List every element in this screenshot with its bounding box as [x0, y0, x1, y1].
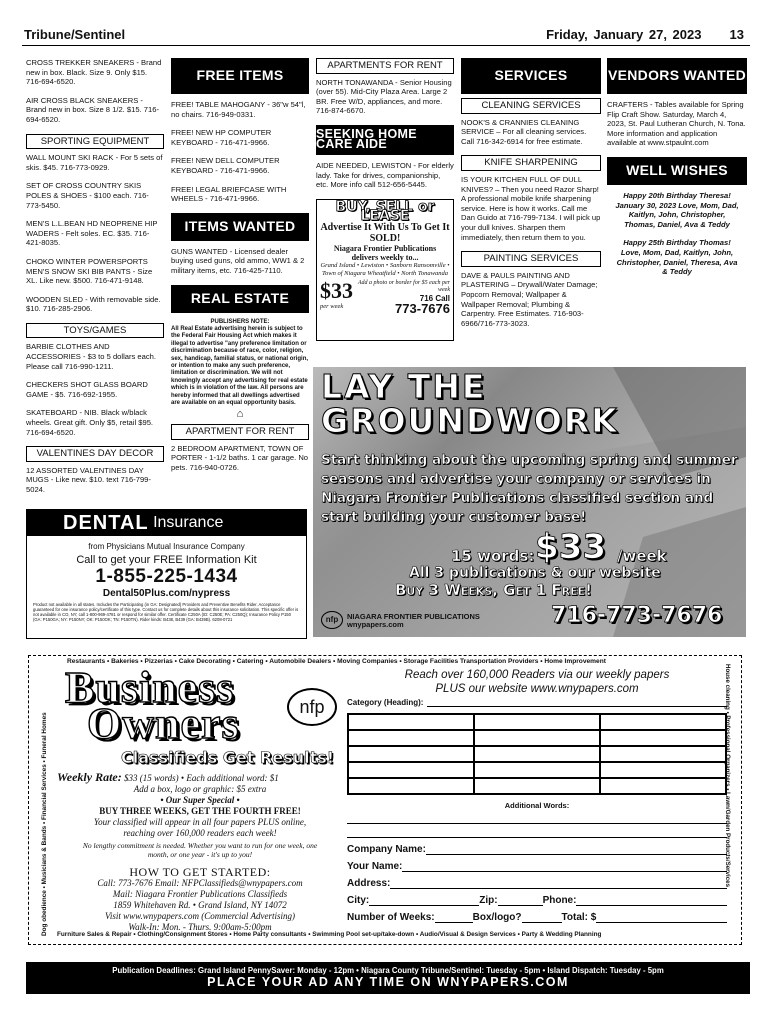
ad-nooks: NOOK'S & CRANNIES CLEANING SERVICE – For all cleaning services. Call 716-342-6914 for free estimate.: [461, 117, 587, 146]
bo-name-field[interactable]: [402, 861, 727, 872]
bo-nfp-logo: nfp: [287, 688, 337, 726]
ad-free-dell: FREE! NEW DELL COMPUTER KEYBOARD - 716-471-9966.: [171, 156, 280, 175]
bo-visit: Visit www.wnypapers.com (Commercial Advertising): [105, 911, 295, 921]
bo-name-label: Your Name:: [347, 861, 403, 872]
issue-date: Friday, January 27, 2023: [546, 27, 702, 42]
ad-ski-rack: WALL MOUNT SKI RACK - For 5 sets of skis. $45. 716-773-0929.: [26, 153, 163, 172]
dental-from: from Physicians Mutual Insurance Company: [88, 542, 245, 551]
bo-top-categories: Restaurants • Bakeries • Pizzerias • Cake Decorating • Catering • Automobile Dealers • Moving Companies • Storage Facilities Transportation Providers • Home Improvement: [67, 658, 606, 665]
dental-title2: Insurance: [153, 514, 224, 531]
dental-ad: [26, 509, 307, 639]
groundwork-phone: 716-773-7676: [551, 603, 723, 628]
bo-right-categories: House cleaning • Professional Organizers • Lawn/Garden Products/Services: [724, 664, 731, 888]
bo-rate-text: $33 (15 words) • Each additional word: $1: [124, 773, 279, 783]
column-1: [26, 58, 164, 504]
ad-skateboard: SKATEBOARD - NIB. Black w/black wheels. Great gift. Only $5, retail $95. 716-694-6520.: [26, 408, 154, 437]
bo-rate-label: Weekly Rate:: [57, 770, 122, 784]
bo-commit: No lengthy commitment is needed. Whether you want to run for one week, one month, or one year - it's up to you!: [82, 841, 318, 859]
heading-home-care: SEEKING HOME CARE AIDE: [316, 125, 454, 155]
heading-apartments-rent: APARTMENTS FOR RENT: [316, 58, 454, 74]
groundwork-words: 15 words:: [451, 547, 535, 565]
groundwork-title-2: GROUNDWORK: [321, 401, 619, 440]
heading-sporting: SPORTING EQUIPMENT: [26, 134, 164, 150]
buy-sell-towns: Grand Island • Lewiston • Sanborn Ransomville • Town of Niagara Wheatfield • North Tonawanda: [320, 261, 450, 277]
bo-rates: [57, 772, 343, 933]
bo-bottom-categories: Furniture Sales & Repair • Clothing/Consignment Stores • Home Party consultants • Swimming Pool set-up/take-down • Audio/Visual & Design Services • Party & Wedding Planning: [57, 931, 602, 938]
bo-special: • Our Super Special •: [160, 795, 240, 805]
bo-address: 1859 Whitehaven Rd. • Grand Island, NY 14072: [113, 900, 287, 910]
ad-checkers: CHECKERS SHOT GLASS BOARD GAME - $5. 716-692-1955.: [26, 380, 148, 399]
nfp-logo: nfp: [321, 611, 343, 629]
buy-sell-addphoto: Add a photo or border for $5 each per week: [357, 279, 450, 293]
bo-address-row: [347, 878, 727, 889]
groundwork-pub-name: NIAGARA FRONTIER PUBLICATIONS: [347, 612, 480, 621]
bo-phone-label: Phone:: [542, 895, 577, 906]
heading-items-wanted: ITEMS WANTED: [171, 213, 309, 241]
dental-fine-print: Product not available in all states. Includes the Participating (in GA: Designated) Providers and Preventive Benefits Rider. Acceptance guaranteed for one insurance policy/certificate of this type. Contact us for complete details about this insurance solicitation. This specific offer is not available in CO, NY; call 1-800-969-4781 or respond for similar offer. Certificate C250A (ID: C250E; PA: C250Q); Insurance Policy P150 (GA: P150GA; NY: P150NY; OK: P150OK; TN: P150TN). Rider kinds: B438, B439 (GA: B439B). 6208-0721: [33, 602, 299, 622]
bo-box-label: Box/logo?: [472, 912, 522, 923]
buy-sell-sub: Niagara Frontier Publications delivers weekly to...: [333, 243, 437, 262]
column-5: [607, 58, 747, 286]
wish-theresa: Happy 20th Birthday Theresa! January 30, 2023 Love, Mom, Dad, Kaitlyn, John, Christopher, Thomas, Daniel, Ava & Teddy: [615, 190, 739, 229]
bo-company-field[interactable]: [426, 844, 727, 855]
dental-title: DENTAL: [63, 511, 149, 534]
heading-vendors: VENDORS WANTED: [607, 58, 747, 94]
ad-free-briefcase: FREE! LEGAL BRIEFCASE WITH WHEELS - 716-471-9966.: [171, 184, 287, 204]
heading-valentines: VALENTINES DAY DECOR: [26, 446, 164, 462]
bo-words-grid[interactable]: [347, 713, 727, 795]
groundwork-week: /week: [617, 547, 667, 565]
heading-knife: KNIFE SHARPENING: [461, 155, 601, 171]
bo-buy3: BUY THREE WEEKS, GET THE FOURTH FREE!: [99, 806, 301, 816]
ad-knife: IS YOUR KITCHEN FULL OF DULL KNIVES? – Then you need Razor Sharp! A professional mobile knife sharpening service. Here is how it works. Call me Dan Guido at 716-799-7134. I will pick up your dull knives. Sharpen them immediately, then return them to you.: [461, 174, 601, 242]
bo-city-row: [347, 895, 727, 906]
column-3: [316, 58, 454, 341]
ad-free-hp: FREE! NEW HP COMPUTER KEYBOARD - 716-471-9966.: [171, 128, 272, 147]
buy-sell-logo: BUY, SELL or LEASE: [335, 198, 435, 225]
bo-zip-field[interactable]: [498, 895, 543, 906]
heading-real-estate: REAL ESTATE: [171, 285, 309, 313]
bo-category: [347, 698, 727, 707]
ad-choko: CHOKO WINTER POWERSPORTS MEN'S SNOW SKI BIB PANTS - Size XL. Like new. $500. 716-471-9148.: [26, 256, 153, 286]
ad-guns-wanted: GUNS WANTED - Licensed dealer buying used guns, old ammo, WW1 & 2 military items, etc. 716-425-7110.: [171, 246, 305, 275]
groundwork-price: $33: [535, 527, 606, 567]
heading-toys: TOYS/GAMES: [26, 323, 164, 339]
bo-business: Business: [65, 663, 235, 712]
buy-sell-ad: [316, 199, 454, 341]
heading-well-wishes: WELL WISHES: [607, 157, 747, 185]
buy-sell-phone: 773-7676: [395, 300, 450, 316]
ad-north-tonawanda: NORTH TONAWANDA - Senior Housing (over 55). Mid-City Plaza Area. Large 2 BR. Free W/D, appliances, and more. 716-874-6670.: [316, 77, 452, 116]
bo-total-field[interactable]: [596, 912, 727, 923]
bo-category-label: Category (Heading):: [347, 698, 424, 707]
ad-aide-needed: AIDE NEEDED, LEWISTON - For elderly lady. Take for drives, companionship, etc. More info call 512-656-5445.: [316, 160, 454, 190]
ad-sled: WOODEN SLED - With removable side. $10. 716-285-2906.: [26, 294, 161, 314]
heading-cleaning: CLEANING SERVICES: [461, 98, 601, 114]
ad-painting: DAVE & PAULS PAINTING AND PLASTERING – Drywall/Water Damage; Popcorn Removal; Wallpaper & Wallpaper Removal; Plumbing & Carpentry. Free Estimates. 716-903-6966/716-773-3023.: [461, 270, 598, 328]
bo-weeks-label: Number of Weeks:: [347, 912, 435, 923]
groundwork-pub: [347, 613, 480, 629]
bo-order-form: [347, 668, 727, 923]
bo-classifieds-get-results: Classifieds Get Results!: [121, 748, 335, 767]
ad-crafters: CRAFTERS - Tables available for Spring Flip Craft Show. Saturday, March 4, 2023, St. Paul Lutheran Church, N. Tona. More information and application available at www.stpaulnt.com: [607, 100, 746, 148]
bo-address-label: Address:: [347, 878, 391, 889]
ad-waders: MEN'S L.L.BEAN HD NEOPRENE HIP WADERS - Felt soles. EC. $35. 716-421-8035.: [26, 219, 158, 248]
publishers-note-title: PUBLISHERS NOTE:: [210, 318, 270, 325]
column-2: [171, 58, 309, 481]
bo-appear: Your classified will appear in all four papers PLUS online, reaching over 160,000 readers each week!: [93, 817, 307, 838]
dental-banner: [27, 510, 306, 536]
bo-walk: Walk-In: Mon. - Thurs. 9:00am-5:00pm: [128, 922, 272, 932]
bo-city-field[interactable]: [369, 895, 479, 906]
business-owners-ad: [28, 655, 742, 945]
groundwork-body: Start thinking about the upcoming spring and summer seasons and advertise your company or services in Niagara Frontier Publications classified section and start building your customer base!: [321, 452, 738, 525]
bo-reach: Reach over 160,000 Readers via our weekly papers: [404, 669, 670, 681]
ad-barbie: BARBIE CLOTHES AND ACCESSORIES - $3 to 5 dollars each. Please call 716-990-1211.: [26, 342, 156, 371]
buy-sell-perweek: per week: [320, 302, 344, 310]
bo-add-logo: Add a box, logo or graphic: $5 extra: [133, 784, 267, 794]
groundwork-site: wnypapers.com: [347, 620, 404, 629]
bo-left-categories: Dog obedience • Musicians & Bands • Financial Services • Funeral Homes: [41, 712, 48, 936]
footer-place-ad: PLACE YOUR AD ANY TIME ON WNYPAPERS.COM: [207, 975, 569, 989]
bo-phone-field[interactable]: [576, 895, 727, 906]
bo-call: Call: 773-7676 Email: NFPClassifieds@wnypapers.com: [97, 878, 303, 888]
header-rule: [22, 45, 750, 46]
buy-sell-price: $33: [320, 277, 353, 303]
ad-apartment-porter: 2 BEDROOM APARTMENT, TOWN OF PORTER - 1-1/2 baths. 1 car garage. No pets. 716-940-0726.: [171, 443, 309, 472]
bo-weeks-field[interactable]: [435, 912, 473, 923]
bo-box-field[interactable]: [522, 912, 562, 923]
footer-deadlines: Publication Deadlines: Grand Island PennySaver: Monday - 12pm • Niagara County Tribune/Sentinel: Tuesday - 5pm • Island Dispatch: Tuesday - 5pm: [112, 966, 664, 975]
bo-address-field[interactable]: [390, 878, 727, 889]
deadlines-footer: [26, 962, 750, 994]
bo-weeks-row: [347, 912, 727, 923]
heading-painting: PAINTING SERVICES: [461, 251, 601, 267]
publishers-note: All Real Estate advertising herein is subject to the Federal Fair Housing Act which makes it illegal to advertise "any preference limitation or discrimination because of race, color, religion, sex, handicap, familial status, or national origin, or intention to make any such preference, limitation or discrimination. We will not knowingly accept any advertising for real estate which is in violation of the law. All persons are hereby informed that all dwellings advertised are available on an equal opportunity basis.: [171, 325, 309, 406]
dental-url: Dental50Plus.com/nypress: [102, 588, 231, 599]
ad-mugs: 12 ASSORTED VALENTINES DAY MUGS - Like new. $10. text 716-799-5024.: [26, 465, 151, 494]
bo-additional-line-1[interactable]: [347, 810, 727, 824]
heading-apartment: APARTMENT FOR RENT: [171, 424, 309, 440]
bo-category-field[interactable]: [427, 698, 727, 707]
wish-thomas: Happy 25th Birthday Thomas! Love, Mom, Dad, Kaitlyn, John, Christopher, Daniel, Theresa, Ava & Teddy: [616, 238, 738, 277]
bo-plus: PLUS our website www.wnypapers.com: [435, 683, 639, 695]
ad-cross-country: SET OF CROSS COUNTRY SKIS POLES & SHOES - $100 each. 716-773-5450.: [26, 181, 149, 210]
heading-free-items: FREE ITEMS: [171, 58, 309, 94]
bo-mail: Mail: Niagara Frontier Publications Classifieds: [112, 889, 288, 899]
paper-name: Tribune/Sentinel: [24, 27, 126, 42]
equal-housing-icon: ⌂: [236, 408, 244, 421]
groundwork-title-1: LAY THE: [321, 367, 487, 406]
bo-total-label: Total: $: [561, 912, 597, 923]
bo-how: HOW TO GET STARTED:: [129, 865, 271, 879]
dental-call: Call to get your FREE Information Kit: [76, 554, 257, 566]
ad-cross-trekker: CROSS TREKKER SNEAKERS - Brand new in box. Black. Size 9. Only $15. 716-694-6520.: [26, 58, 162, 87]
bo-company-row: [347, 844, 727, 855]
bo-additional-line-2[interactable]: [347, 824, 727, 838]
issue-date-page: [546, 27, 744, 42]
page-number: 13: [729, 27, 744, 42]
ad-free-table: FREE! TABLE MAHOGANY - 36"w 54"l, no chairs. 716-949-0331.: [171, 100, 306, 119]
bo-zip-label: Zip:: [479, 895, 498, 906]
groundwork-ad: [313, 367, 746, 637]
buy-sell-call: 716 Call: [419, 293, 450, 303]
bo-company-label: Company Name:: [347, 844, 426, 855]
bo-owners: Owners: [87, 699, 240, 748]
dental-phone: 1-855-225-1434: [95, 566, 238, 587]
ad-air-cross: AIR CROSS BLACK SNEAKERS - Brand new in box. Size 8 1/2. $15. 716-694-6520.: [26, 95, 159, 124]
buy-sell-headline: Advertise It With Us To Get It SOLD!: [320, 221, 450, 244]
bo-name-row: [347, 861, 727, 872]
bo-city-label: City:: [347, 895, 370, 906]
column-4: [461, 58, 601, 337]
groundwork-all3: All 3 publications & our website: [409, 565, 661, 581]
bo-weekly-rate: [57, 772, 343, 784]
bo-additional-words: Additional Words:: [504, 801, 570, 810]
heading-services: SERVICES: [461, 58, 601, 94]
groundwork-buy3: Buy 3 Weeks, Get 1 Free!: [395, 581, 592, 599]
